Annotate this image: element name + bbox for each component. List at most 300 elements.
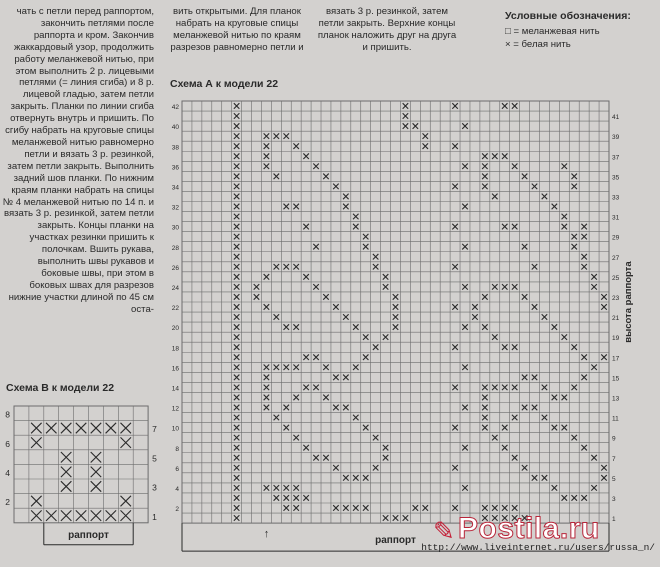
- row-label-right: 7: [611, 455, 616, 463]
- row-label-right: 23: [611, 295, 620, 302]
- legend-label-melange: = меланжевая нить: [513, 26, 600, 37]
- stitch-white: [383, 334, 389, 340]
- stitch-white: [462, 405, 468, 411]
- stitch-white: [323, 395, 329, 401]
- stitch-white: [264, 375, 270, 381]
- stitch-white: [502, 445, 508, 451]
- stitch-white: [393, 294, 399, 300]
- stitch-white: [264, 153, 270, 159]
- postila-logo-icon: ✎: [433, 516, 455, 546]
- row-label-right: 27: [611, 254, 620, 262]
- stitch-white: [562, 425, 568, 431]
- stitch-white: [512, 103, 518, 109]
- stitch-white: [91, 467, 102, 478]
- stitch-white: [234, 435, 240, 441]
- stitch-white: [452, 103, 458, 109]
- raport-label: раппорт: [68, 529, 109, 541]
- row-label-right: 31: [611, 214, 620, 222]
- stitch-white: [512, 415, 518, 421]
- row-label-right: 39: [611, 134, 620, 142]
- stitch-white: [264, 485, 270, 491]
- stitch-white: [264, 304, 270, 310]
- stitch-white: [601, 354, 607, 360]
- stitch-white: [234, 354, 240, 360]
- stitch-white: [274, 365, 280, 371]
- stitch-white: [591, 485, 597, 491]
- stitch-white: [552, 485, 558, 491]
- stitch-white: [571, 385, 577, 391]
- side-label: высота раппорта: [622, 261, 634, 343]
- stitch-white: [482, 164, 488, 170]
- stitch-white: [502, 344, 508, 350]
- stitch-white: [492, 153, 498, 159]
- stitch-white: [482, 324, 488, 330]
- stitch-white: [274, 485, 280, 491]
- stitch-white: [482, 184, 488, 190]
- stitch-white: [284, 485, 290, 491]
- stitch-white: [313, 455, 319, 461]
- stitch-white: [293, 435, 299, 441]
- stitch-white: [512, 284, 518, 290]
- stitch-white: [542, 314, 548, 320]
- stitch-white: [234, 314, 240, 320]
- stitch-white: [462, 123, 468, 129]
- stitch-white: [76, 510, 87, 521]
- stitch-white: [562, 395, 568, 401]
- stitch-white: [274, 264, 280, 270]
- stitch-white: [373, 435, 379, 441]
- stitch-white: [234, 284, 240, 290]
- stitch-white: [522, 375, 528, 381]
- stitch-white: [264, 385, 270, 391]
- row-label-right: 1: [611, 516, 616, 524]
- stitch-white: [234, 515, 240, 521]
- row-label-left: 32: [171, 204, 179, 212]
- stitch-white: [234, 113, 240, 119]
- stitch-white: [492, 334, 498, 340]
- stitch-white: [293, 143, 299, 149]
- stitch-white: [601, 465, 607, 471]
- stitch-white: [284, 365, 290, 371]
- instructions-column-3: вязать 3 р. резинкой, затем петли закрыть. Верхние концы планок наложить друг на друга и пришить.: [317, 6, 457, 53]
- row-label-right: 15: [611, 375, 620, 383]
- stitch-white: [403, 113, 409, 119]
- row-label-left: 8: [5, 409, 10, 420]
- stitch-white: [363, 354, 369, 360]
- stitch-white: [462, 445, 468, 451]
- stitch-white: [234, 395, 240, 401]
- row-label-left: 2: [5, 497, 10, 508]
- stitch-white: [343, 194, 349, 200]
- stitch-white: [353, 365, 359, 371]
- stitch-white: [234, 214, 240, 220]
- stitch-white: [353, 214, 359, 220]
- stitch-white: [234, 133, 240, 139]
- stitch-white: [264, 133, 270, 139]
- stitch-white: [462, 284, 468, 290]
- row-label-right: 7: [152, 424, 157, 435]
- stitch-white: [532, 375, 538, 381]
- stitch-white: [323, 365, 329, 371]
- stitch-white: [333, 375, 339, 381]
- stitch-white: [482, 174, 488, 180]
- stitch-white: [46, 510, 57, 521]
- stitch-white: [462, 485, 468, 491]
- stitch-white: [403, 515, 409, 521]
- stitch-white: [591, 455, 597, 461]
- stitch-white: [234, 375, 240, 381]
- stitch-white: [502, 224, 508, 230]
- stitch-white: [303, 224, 309, 230]
- stitch-white: [254, 294, 260, 300]
- stitch-white: [571, 244, 577, 250]
- stitch-white: [353, 505, 359, 511]
- stitch-white: [234, 324, 240, 330]
- stitch-white: [333, 465, 339, 471]
- stitch-white: [552, 204, 558, 210]
- stitch-white: [452, 465, 458, 471]
- stitch-white: [383, 274, 389, 280]
- stitch-white: [343, 505, 349, 511]
- stitch-white: [293, 365, 299, 371]
- stitch-white: [313, 385, 319, 391]
- stitch-white: [413, 505, 419, 511]
- row-label-left: 10: [171, 425, 179, 433]
- row-label-left: 36: [171, 164, 179, 172]
- stitch-white: [264, 395, 270, 401]
- stitch-white: [393, 515, 399, 521]
- stitch-white: [571, 495, 577, 501]
- stitch-white: [393, 314, 399, 320]
- stitch-white: [234, 274, 240, 280]
- stitch-white: [581, 264, 587, 270]
- stitch-white: [532, 184, 538, 190]
- stitch-white: [234, 204, 240, 210]
- stitch-white: [323, 455, 329, 461]
- stitch-white: [31, 510, 41, 521]
- stitch-white: [284, 505, 290, 511]
- stitch-white: [581, 224, 587, 230]
- stitch-white: [472, 304, 478, 310]
- stitch-white: [482, 415, 488, 421]
- stitch-white: [303, 495, 309, 501]
- stitch-white: [91, 423, 102, 434]
- row-label-left: 12: [171, 405, 179, 413]
- stitch-white: [522, 294, 528, 300]
- stitch-white: [571, 174, 577, 180]
- stitch-white: [492, 385, 498, 391]
- stitch-white: [121, 423, 132, 434]
- stitch-white: [234, 123, 240, 129]
- stitch-white: [91, 510, 102, 521]
- stitch-white: [284, 264, 290, 270]
- stitch-white: [462, 324, 468, 330]
- row-label-right: 21: [611, 315, 620, 323]
- stitch-white: [562, 164, 568, 170]
- stitch-white: [343, 405, 349, 411]
- instructions-column-2: вить открытыми. Для планок набрать на круговые спицы меланжевой нитью по краям разрезов равномерно петли и: [170, 6, 304, 53]
- stitch-white: [492, 284, 498, 290]
- row-label-left: 24: [171, 284, 179, 292]
- stitch-white: [121, 437, 132, 448]
- stitch-white: [343, 375, 349, 381]
- stitch-white: [274, 174, 280, 180]
- row-label-left: 28: [171, 244, 179, 252]
- stitch-white: [234, 153, 240, 159]
- row-label-right: 13: [611, 395, 620, 403]
- stitch-white: [571, 234, 577, 240]
- stitch-white: [234, 455, 240, 461]
- stitch-white: [293, 395, 299, 401]
- stitch-white: [234, 475, 240, 481]
- row-label-left: 20: [171, 325, 179, 333]
- row-label-left: 6: [5, 438, 10, 449]
- stitch-white: [363, 334, 369, 340]
- stitch-white: [284, 133, 290, 139]
- stitch-white: [234, 365, 240, 371]
- stitch-white: [313, 284, 319, 290]
- stitch-white: [373, 344, 379, 350]
- stitch-white: [383, 284, 389, 290]
- row-label-left: 42: [171, 104, 179, 112]
- stitch-white: [522, 244, 528, 250]
- stitch-white: [542, 194, 548, 200]
- stitch-white: [562, 495, 568, 501]
- watermark-logo: Postila.ru: [458, 512, 600, 545]
- row-label-right: 25: [611, 274, 620, 282]
- stitch-white: [234, 304, 240, 310]
- stitch-white: [274, 133, 280, 139]
- stitch-white: [293, 324, 299, 330]
- row-label-left: 6: [175, 465, 179, 473]
- stitch-white: [363, 505, 369, 511]
- stitch-white: [452, 143, 458, 149]
- stitch-white: [61, 467, 72, 478]
- raport-label: раппорт: [375, 535, 416, 547]
- stitch-white: [264, 365, 270, 371]
- stitch-white: [31, 437, 41, 448]
- stitch-white: [353, 324, 359, 330]
- stitch-white: [452, 344, 458, 350]
- row-label-left: 40: [171, 124, 179, 132]
- stitch-white: [482, 294, 488, 300]
- stitch-white: [482, 153, 488, 159]
- stitch-white: [522, 405, 528, 411]
- stitch-white: [373, 254, 379, 260]
- stitch-white: [333, 405, 339, 411]
- stitch-white: [91, 481, 102, 492]
- stitch-white: [532, 475, 538, 481]
- stitch-white: [393, 324, 399, 330]
- stitch-white: [383, 515, 389, 521]
- stitch-white: [532, 304, 538, 310]
- stitch-white: [393, 304, 399, 310]
- stitch-white: [61, 423, 72, 434]
- stitch-white: [234, 184, 240, 190]
- stitch-white: [601, 304, 607, 310]
- stitch-white: [512, 455, 518, 461]
- stitch-white: [343, 314, 349, 320]
- schema-b-title: Схема В к модели 22: [6, 382, 115, 394]
- row-label-right: 9: [611, 435, 616, 443]
- stitch-white: [571, 435, 577, 441]
- row-label-right: 37: [611, 154, 620, 162]
- stitch-white: [423, 143, 429, 149]
- stitch-white: [234, 224, 240, 230]
- stitch-white: [403, 103, 409, 109]
- stitch-white: [121, 510, 132, 521]
- stitch-white: [482, 385, 488, 391]
- stitch-white: [234, 445, 240, 451]
- stitch-white: [61, 481, 72, 492]
- stitch-white: [234, 264, 240, 270]
- stitch-white: [512, 224, 518, 230]
- stitch-white: [264, 274, 270, 280]
- stitch-white: [234, 143, 240, 149]
- stitch-white: [472, 314, 478, 320]
- stitch-white: [522, 465, 528, 471]
- row-label-right: 35: [611, 174, 620, 182]
- stitch-white: [333, 184, 339, 190]
- row-label-right: 17: [611, 355, 620, 363]
- stitch-white: [601, 294, 607, 300]
- stitch-white: [482, 425, 488, 431]
- stitch-white: [363, 234, 369, 240]
- row-label-left: 34: [171, 184, 179, 192]
- stitch-white: [452, 385, 458, 391]
- stitch-white: [343, 475, 349, 481]
- row-label-right: 3: [152, 482, 157, 493]
- row-label-right: 33: [611, 194, 620, 202]
- stitch-white: [284, 405, 290, 411]
- row-label-left: 16: [171, 365, 179, 373]
- stitch-white: [591, 365, 597, 371]
- stitch-white: [254, 284, 260, 290]
- legend-title: Условные обозначения:: [505, 10, 631, 22]
- row-label-right: 3: [611, 496, 616, 503]
- stitch-white: [234, 164, 240, 170]
- stitch-white: [303, 274, 309, 280]
- stitch-white: [234, 385, 240, 391]
- stitch-white: [234, 344, 240, 350]
- row-label-left: 8: [175, 445, 179, 453]
- stitch-white: [581, 375, 587, 381]
- arrow-up-icon: ↑: [263, 528, 270, 541]
- stitch-white: [61, 452, 72, 463]
- stitch-white: [293, 204, 299, 210]
- row-label-left: 4: [5, 468, 10, 478]
- stitch-white: [303, 354, 309, 360]
- legend-label-white: = белая нить: [513, 39, 571, 50]
- stitch-white: [502, 425, 508, 431]
- stitch-white: [542, 475, 548, 481]
- stitch-white: [333, 304, 339, 310]
- stitch-white: [462, 164, 468, 170]
- stitch-white: [303, 445, 309, 451]
- stitch-white: [482, 405, 488, 411]
- stitch-white: [423, 133, 429, 139]
- row-label-left: 26: [171, 264, 179, 272]
- stitch-white: [234, 244, 240, 250]
- stitch-white: [581, 254, 587, 260]
- stitch-white: [552, 324, 558, 330]
- stitch-white: [373, 264, 379, 270]
- row-label-right: 19: [611, 335, 620, 343]
- stitch-white: [293, 495, 299, 501]
- watermark-url: http://www.liveinternet.ru/users/russa_n/: [421, 542, 655, 553]
- schema-a-title: Схема А к модели 22: [170, 78, 279, 90]
- stitch-white: [482, 395, 488, 401]
- stitch-white: [571, 184, 577, 190]
- stitch-white: [343, 204, 349, 210]
- stitch-white: [423, 505, 429, 511]
- stitch-white: [353, 224, 359, 230]
- empty-square-icon: □: [505, 26, 511, 37]
- stitch-white: [502, 153, 508, 159]
- stitch-white: [274, 415, 280, 421]
- stitch-white: [313, 244, 319, 250]
- stitch-white: [323, 294, 329, 300]
- stitch-white: [562, 224, 568, 230]
- stitch-white: [552, 395, 558, 401]
- stitch-white: [234, 405, 240, 411]
- stitch-white: [264, 164, 270, 170]
- stitch-white: [383, 445, 389, 451]
- stitch-white: [264, 405, 270, 411]
- stitch-white: [31, 496, 41, 507]
- stitch-white: [106, 510, 117, 521]
- stitch-white: [492, 435, 498, 441]
- stitch-white: [462, 244, 468, 250]
- stitch-white: [363, 475, 369, 481]
- cross-icon: ×: [505, 39, 511, 50]
- stitch-white: [234, 234, 240, 240]
- stitch-white: [571, 344, 577, 350]
- stitch-white: [522, 174, 528, 180]
- row-label-right: 29: [611, 234, 620, 242]
- row-label-left: 38: [171, 144, 179, 152]
- stitch-white: [353, 415, 359, 421]
- stitch-white: [234, 465, 240, 471]
- row-label-right: 1: [152, 511, 157, 522]
- row-label-right: 5: [611, 475, 616, 483]
- stitch-white: [313, 354, 319, 360]
- row-label-right: 5: [152, 453, 157, 464]
- stitch-white: [284, 495, 290, 501]
- stitch-white: [323, 174, 329, 180]
- instructions-column-1: чать с петли перед раппортом, закончить петлями после раппорта и кром. Закончив жаккардовый узор, продолжить работу меланжевой нитью, при этом выполнить 2 р. лицевыми петлями (= линия сгиба) и 8 р. лицевой гладью, затем петли закрыть. Планки по линии сгиба отвернуть внутрь и пришить. По сгибу набрать на круговые спицы меланжевой нитью равномерно петли и вязать 3 р. резинкой, затем петли закрыть. Выполнить задний шов планки. По нижним краям планки набрать на спицы № 4 меланжевой нитью по 14 п. и вязать 3 р. резинкой, затем петли закрыть. Концы планки на участках резинки пришить к полочкам. Вшить рукава, выполнить швы рукавов и боковые швы, при этом в боковых швах для разрезов нижние участки длиной по 45 см оста-: [2, 6, 154, 315]
- stitch-white: [293, 264, 299, 270]
- row-label-left: 14: [171, 385, 179, 393]
- stitch-white: [234, 174, 240, 180]
- row-label-left: 4: [175, 485, 179, 493]
- stitch-white: [284, 204, 290, 210]
- stitch-white: [363, 244, 369, 250]
- stitch-white: [452, 264, 458, 270]
- stitch-white: [542, 385, 548, 391]
- stitch-white: [61, 510, 72, 521]
- stitch-white: [274, 495, 280, 501]
- stitch-white: [234, 294, 240, 300]
- stitch-white: [264, 143, 270, 149]
- stitch-white: [234, 103, 240, 109]
- stitch-white: [234, 415, 240, 421]
- row-label-left: 22: [171, 305, 179, 313]
- watermark: [421, 510, 659, 555]
- stitch-white: [512, 164, 518, 170]
- stitch-white: [591, 284, 597, 290]
- stitch-white: [581, 354, 587, 360]
